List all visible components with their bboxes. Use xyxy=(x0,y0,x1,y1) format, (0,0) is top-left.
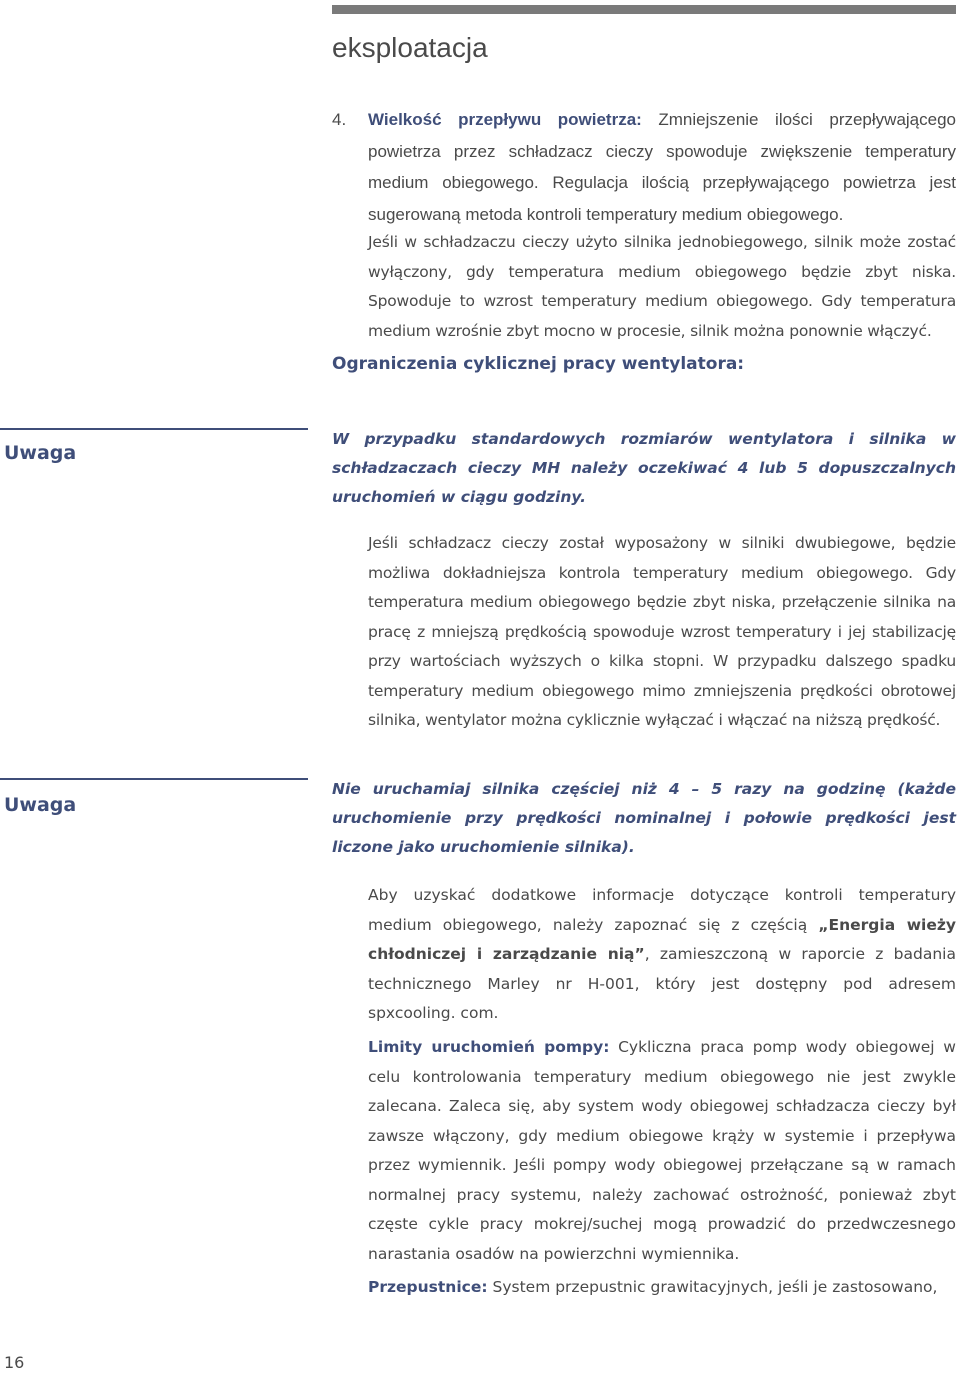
paragraph-two-speed-motor: Jeśli schładzacz cieczy został wyposażony w silniki dwubiegowe, będzie możliwa dokładniejsza kontrola temperatury medium obiegowego. Gdy temperatura medium obiegowego będzie zbyt niska, przełączenie silnika na pracę z mniejszą prędkością spowoduje wzrost temperatury i jej stabilizację przy wartościach wyższych o kilka stopni. W przypadku dalszego spadku temperatury medium obiegowego mimo zmniejszenia prędkości obrotowej silnika, wentylator można cyklicznie wyłączać i włączać na niższą prędkość. xyxy=(368,534,956,729)
paragraph-pump-limits xyxy=(368,1033,956,1269)
list-item-text xyxy=(368,104,956,230)
paragraph-lead: Limity uruchomień pompy: xyxy=(368,1038,610,1056)
note-label: Uwaga xyxy=(4,442,77,464)
paragraph-text: Aby uzyskać dodatkowe informacje dotyczące kontroli temperatury medium obiegowego, należy zapoznać się z częścią xyxy=(368,886,956,934)
note-divider xyxy=(0,778,308,780)
note-text: W przypadku standardowych rozmiarów wentylatora i silnika w schładzaczach cieczy MH należy oczekiwać 4 lub 5 dopuszczalnych uruchomień w ciągu godziny. xyxy=(332,430,956,506)
list-item-4 xyxy=(332,104,956,230)
list-item-lead: Wielkość przepływu powietrza: xyxy=(368,110,642,129)
paragraph-text: System przepustnic grawitacyjnych, jeśli je zastosowano, xyxy=(487,1278,938,1296)
list-item-number: 4. xyxy=(332,110,347,129)
list-item-body: Zmniejszenie ilości przepływającego powietrza przez schładzacz cieczy spowoduje zwiększenie temperatury medium obiegowego. Regulacja ilością przepływającego powietrza jest sugerowaną metoda kontroli temperatury medium obiegowego. xyxy=(368,110,956,224)
paragraph-text: Cykliczna praca pomp wody obiegowej w celu kontrolowania temperatury medium obiegowego nie jest zwykle zalecana. Zaleca się, aby system wody obiegowej schładzacza cieczy był zawsze włączony, gdy medium obiegowe krąży w systemie i przepływa przez wymiennik. Jeśli pompy wody obiegowej przełączane są w ramach normalnej pracy systemu, należy zachować ostrożność, ponieważ zbyt częste cykle pracy mokrej/suchej mogą prowadzić do przedwczesnego narastania osadów na powierzchni wymiennika. xyxy=(368,1038,956,1263)
paragraph-single-speed-motor: Jeśli w schładzaczu cieczy użyto silnika jednobiegowego, silnik może zostać wyłączony, gdy temperatura medium obiegowego będzie zbyt niska. Spowoduje to wzrost temperatury medium obiegowego. Gdy temperatura medium wzrośnie zbyt mocno w procesie, silnik można ponownie włączyć. xyxy=(368,233,956,340)
page-title: eksploatacja xyxy=(332,32,488,63)
paragraph-dampers xyxy=(368,1273,956,1303)
note-text: Nie uruchamiaj silnika częściej niż 4 – 5 razy na godzinę (każde uruchomienie przy prędkości nominalnej i połowie prędkości jest liczone jako uruchomienie silnika). xyxy=(332,780,956,856)
paragraph-lead: Przepustnice: xyxy=(368,1278,488,1296)
document-reference: „Energia wieży chłodniczej i zarządzanie nią” xyxy=(368,915,956,963)
note-label: Uwaga xyxy=(4,794,77,816)
header-rule xyxy=(332,5,956,14)
paragraph-additional-info xyxy=(368,881,956,1029)
paragraph-text: , zamieszczoną w raporcie z badania technicznego Marley nr H-001, który jest dostępny pod adresem spxcooling. com. xyxy=(368,945,956,1022)
note-divider xyxy=(0,428,308,430)
section-heading-fan-cycling: Ograniczenia cyklicznej pracy wentylatora: xyxy=(332,354,745,374)
page-number: 16 xyxy=(4,1353,25,1372)
